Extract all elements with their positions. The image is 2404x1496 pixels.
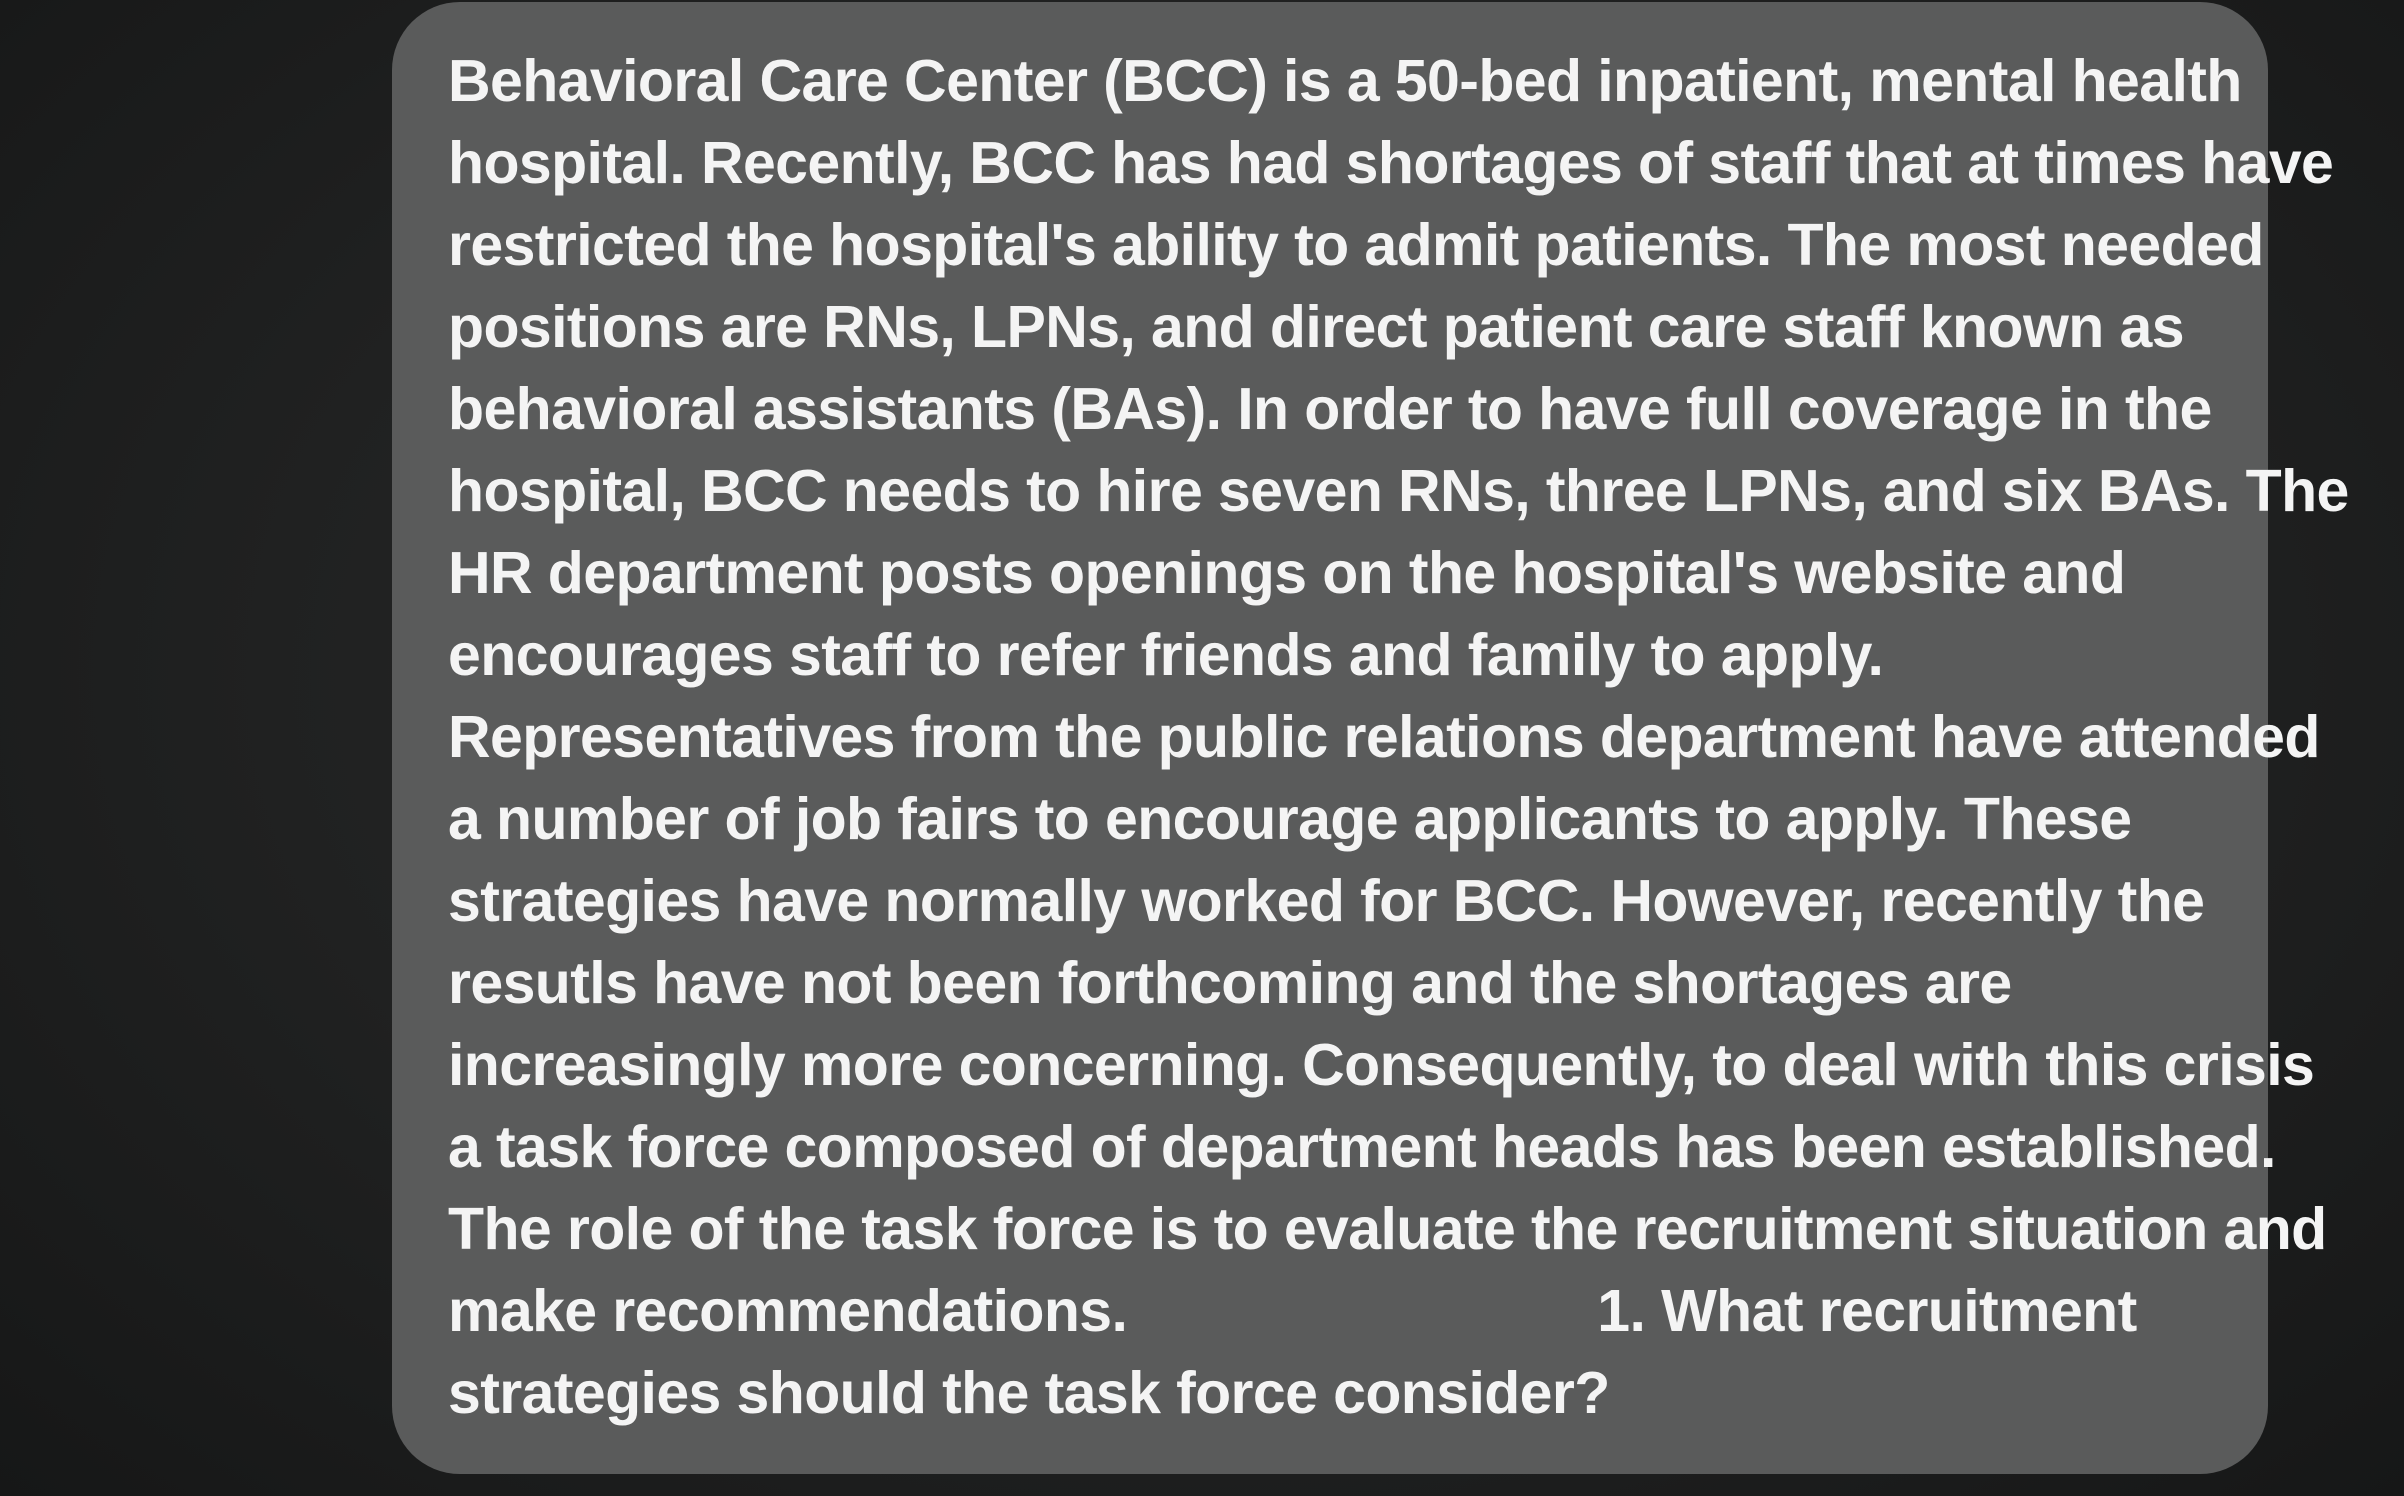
message-line: The role of the task force is to evaluate the recruitment situation and bbox=[448, 1196, 2327, 1262]
message-text bbox=[448, 40, 2349, 1434]
message-line: a task force composed of department heads has been established. bbox=[448, 1114, 2276, 1180]
message-line: hospital, BCC needs to hire seven RNs, three LPNs, and six BAs. The bbox=[448, 458, 2349, 524]
message-line: hospital. Recently, BCC has had shortages of staff that at times have bbox=[448, 130, 2334, 196]
message-line: Representatives from the public relations department have attended bbox=[448, 704, 2320, 770]
message-bubble bbox=[392, 2, 2349, 1474]
closing-line bbox=[448, 1270, 2208, 1352]
message-line: resutls have not been forthcoming and the shortages are bbox=[448, 950, 2012, 1016]
question-line: strategies should the task force consider? bbox=[448, 1360, 1610, 1426]
message-line: a number of job fairs to encourage applicants to apply. These bbox=[448, 786, 2132, 852]
message-line: strategies have normally worked for BCC. However, recently the bbox=[448, 868, 2205, 934]
message-line: restricted the hospital's ability to admit patients. The most needed bbox=[448, 212, 2264, 278]
message-line: behavioral assistants (BAs). In order to have full coverage in the bbox=[448, 376, 2212, 442]
message-line: HR department posts openings on the hospital's website and bbox=[448, 540, 2126, 606]
message-line: increasingly more concerning. Consequently, to deal with this crisis bbox=[448, 1032, 2315, 1098]
message-line: Behavioral Care Center (BCC) is a 50-bed inpatient, mental health bbox=[448, 48, 2242, 114]
question-number-text: 1. What recruitment bbox=[1597, 1278, 2137, 1344]
closing-text: make recommendations. bbox=[448, 1278, 1128, 1344]
message-line: encourages staff to refer friends and family to apply. bbox=[448, 622, 1884, 688]
message-line: positions are RNs, LPNs, and direct patient care staff known as bbox=[448, 294, 2184, 360]
